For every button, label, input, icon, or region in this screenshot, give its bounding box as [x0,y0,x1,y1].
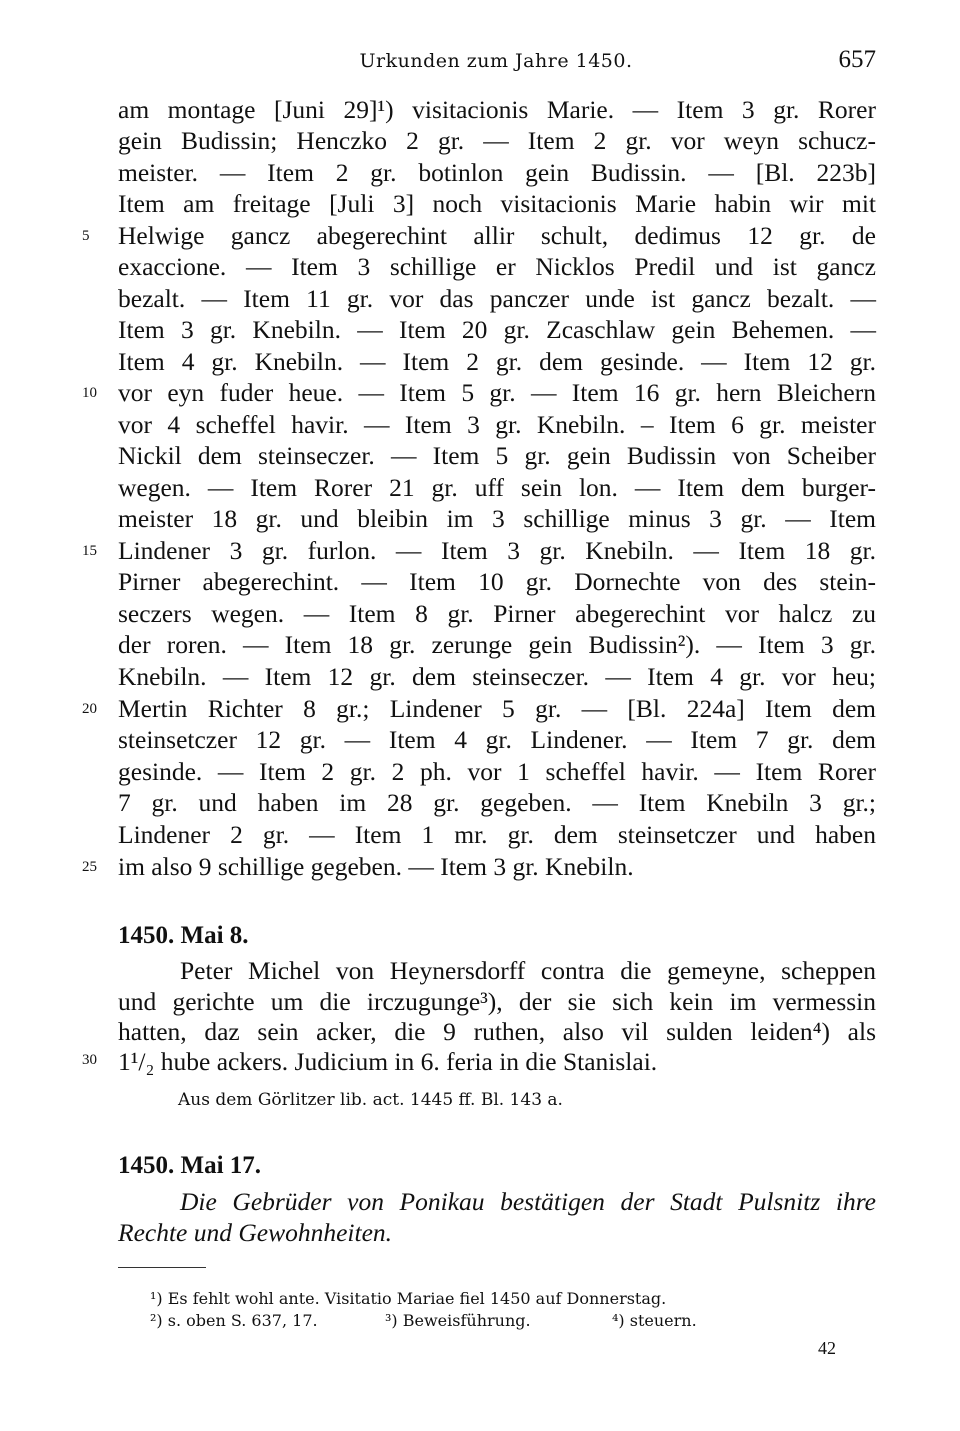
source-note: Aus dem Görlitzer lib. act. 1445 ff. Bl. 143 a. [178,1090,563,1110]
entry-regest-line: Die Gebrüder von Ponikau bestätigen der Stadt Pulsnitz ihre [180,1187,876,1216]
body-line: Nickil dem steinseczer. — Item 5 gr. gein Budissin von Scheiber [118,441,876,470]
body-line: Item am freitage [Juli 3] noch visitacionis Marie habin wir mit [118,189,876,218]
footnote-rule [118,1267,206,1268]
body-line: steinsetczer 12 gr. — Item 4 gr. Lindener. — Item 7 gr. dem [118,725,876,754]
line-number: 20 [82,701,97,717]
body-line: meister 18 gr. und bleibin im 3 schillige minus 3 gr. — Item [118,504,876,533]
body-line: der roren. — Item 18 gr. zerunge gein Budissin²). — Item 3 gr. [118,630,876,659]
line-number: 15 [82,543,97,559]
body-line: Pirner abegerechint. — Item 10 gr. Dornechte von des stein- [118,567,876,596]
body-line: vor eyn fuder heue. — Item 5 gr. — Item 16 gr. hern Bleichern [118,378,876,407]
entry-regest-line: Rechte und Gewohnheiten. [118,1218,393,1247]
signature-mark: 42 [818,1338,836,1358]
entry-line: 1¹/₂ hube ackers. Judicium in 6. feria in die Stanislai. [118,1047,658,1076]
body-line: Lindener 3 gr. furlon. — Item 3 gr. Knebiln. — Item 18 gr. [118,536,876,565]
footnote: ³) Beweisführung. [385,1311,531,1330]
body-line: Item 3 gr. Knebiln. — Item 20 gr. Zcaschlaw gein Behemen. — [118,315,876,344]
body-line: gein Budissin; Henczko 2 gr. — Item 2 gr. vor weyn schucz- [118,126,876,155]
entry-line: Peter Michel von Heynersdorff contra die gemeyne, scheppen [180,956,876,985]
entry-line: und gerichte um die irczugunge³), der sie sich kein im vermessin [118,987,876,1016]
body-line: exaccione. — Item 3 schillige er Nicklos Predil und ist gancz [118,252,876,281]
body-line: im also 9 schillige gegeben. — Item 3 gr. Knebiln. [118,852,634,881]
footnote: ¹) Es fehlt wohl ante. Visitatio Mariae fiel 1450 auf Donnerstag. [150,1289,667,1308]
body-line: seczers wegen. — Item 8 gr. Pirner abegerechint vor halcz zu [118,599,876,628]
footnote: ²) s. oben S. 637, 17. [150,1311,318,1330]
entry-line: hatten, daz sein acker, die 9 ruthen, also vil sulden leiden⁴) als [118,1017,876,1046]
running-title: Urkunden zum Jahre 1450. [359,50,633,72]
body-line: 7 gr. und haben im 28 gr. gegeben. — Item Knebiln 3 gr.; [118,788,876,817]
entry-heading: 1450. Mai 8. [118,922,249,949]
body-line: Item 4 gr. Knebiln. — Item 2 gr. dem gesinde. — Item 12 gr. [118,347,876,376]
body-line: Mertin Richter 8 gr.; Lindener 5 gr. — [Bl. 224a] Item dem [118,694,876,723]
body-line: Knebiln. — Item 12 gr. dem steinseczer. — Item 4 gr. vor heu; [118,662,876,691]
body-line: bezalt. — Item 11 gr. vor das panczer unde ist gancz bezalt. — [118,284,876,313]
page-number: 657 [838,46,876,73]
line-number: 30 [82,1052,97,1068]
body-line: Helwige gancz abegerechint allir schult, dedimus 12 gr. de [118,221,876,250]
entry-heading: 1450. Mai 17. [118,1152,262,1179]
line-number: 25 [82,859,97,875]
body-line: vor 4 scheffel havir. — Item 3 gr. Knebiln. – Item 6 gr. meister [118,410,876,439]
body-line: Lindener 2 gr. — Item 1 mr. gr. dem steinsetczer und haben [118,820,876,849]
body-line: am montage [Juni 29]¹) visitacionis Marie. — Item 3 gr. Rorer [118,95,876,124]
body-line: gesinde. — Item 2 gr. 2 ph. vor 1 scheffel havir. — Item Rorer [118,757,876,786]
line-number: 5 [82,228,90,244]
body-line: wegen. — Item Rorer 21 gr. uff sein lon. — Item dem burger- [118,473,876,502]
body-line: meister. — Item 2 gr. botinlon gein Budissin. — [Bl. 223b] [118,158,876,187]
running-head [116,44,876,78]
footnote: ⁴) steuern. [612,1311,697,1330]
line-number: 10 [82,385,97,401]
